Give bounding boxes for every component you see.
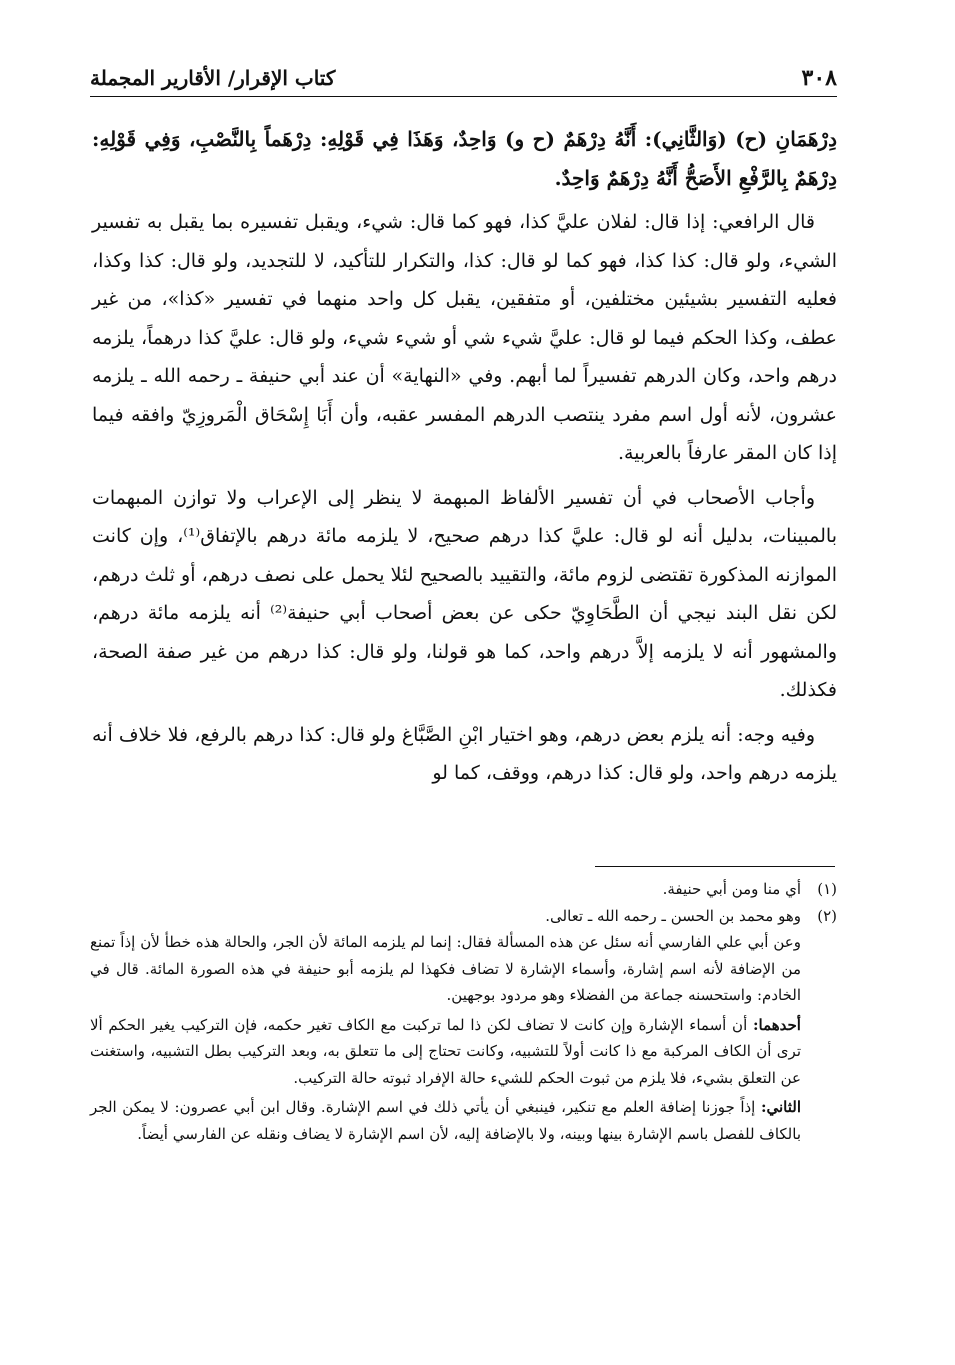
footnote-2-paragraph-2 (90, 1012, 801, 1092)
paragraph-3: وفيه وجه: أنه يلزم بعض درهم، وهو اختيار ابْنِ الصَّبَّاغ ولو قال: كذا درهم بالرفع، فلا خلاف أنه يلزمه درهم واحد، ولو قال: كذا درهم، ووقف، كما لو (92, 723, 837, 784)
footnote-2-text: وهو محمد بن الحسن ـ رحمه الله ـ تعالى. (545, 906, 801, 925)
footnote-2-paragraph-3-text: إذاً جوزنا إضافة العلم مع تنكير، فينبغي أن يأتي ذلك في اسم الإشارة. وقال ابن أبي عصرون: لا يمكن الجر بالكاف للفصل باسم الإشارة بينها وبينه، ولا بالإضافة إليه، لأن اسم الإشارة لا يضاف ونقله عن الفارسي أيضاً. (90, 1098, 801, 1143)
footnote-2-label-second: الثاني: (760, 1098, 801, 1116)
book-title: كتاب الإقرار/ الأقارير المجملة (90, 66, 336, 90)
page-number: ٣٠٨ (801, 65, 837, 91)
matn-quote: دِرْهَمَانِ (ح) (وَالثَّانِي): أَنَّهُ دِرْهَمٌ (ح و) وَاحِدٌ، وَهَذَا فِي قَوْلِهِ: دِرْهَماً بِالنَّصْبِ، وَفِي قَوْلِهِ: دِرْهَمٌ بِالرَّفْعِ الأَصَحُّ أَنَّهُ دِرْهَمٌ وَاحِدٌ. (92, 127, 837, 190)
paragraph-2: وأجاب الأصحاب في أن تفسير الألفاظ المبهمة لا ينظر إلى الإعراب ولا توازن المبهمات بالمبينات، بدليل أنه لو قال: عليَّ كذا درهم صحيح، لا يلزمه مائة درهم بالإتفاق⁽¹⁾، وإن كانت الموازنه المذكورة تقتضى لزوم مائة، والتقييد بالصحيح لئلا يحمل على نصف درهم، أو ثلث درهم، لكن نقل البند نيجي أن الطَّحَاوِيّ حكى عن بعض أصحاب أبي حنيفة⁽²⁾ أنه يلزمه مائة درهم، والمشهور أنه لا يلزمه إلاَّ درهم واحد، كما هو قولنا، ولو قال: كذا درهم من غير صفة الصحة، فكذلك. (92, 486, 837, 701)
footnote-2-number: (٢) (817, 906, 837, 925)
footnote-1-number: (١) (817, 880, 837, 898)
footnotes (90, 876, 837, 1150)
footnote-2-label-first: أحدهما: (752, 1015, 801, 1034)
main-text (92, 120, 837, 799)
footnote-2-paragraph-1: وعن أبي علي الفارسي أنه سئل عن هذه المسألة فقال: إنما لم يلزمه المائة لأن الجر، والحالة هذه خطأ لأن إذاً تمنع من الإضافة لأنه اسم إشارة، وأسماء الإشارة لا تضاف فكهذا لم يلزمه أبو حنيفة في هذه الصورة المائة. قال في الخادم: واستحسنه جماعة من الفضلاء وهو مردود بوجهين. (90, 933, 801, 1004)
footnote-1 (90, 876, 837, 903)
footnote-separator (595, 866, 835, 867)
footnote-2-paragraph-2-text: أن أسماء الإشارة وإن كانت لا تضاف لكن ذا لما تركبت مع الكاف تغير حكمه، فإن التركيب يغير الحكم ألا ترى أن الكاف المركبة مع ذا كانت أولاً للتشبيه، وكانت تحتاج إلى ما تتعلق به، وبعد التركيب بطل التشبيه، واستغنت عن التعلق بشيء، فلا يلزم من ثبوت الحكم للشيء حالة الإفراد ثبوته حالة التركيب. (90, 1015, 801, 1087)
footnote-2-paragraph-3 (90, 1094, 801, 1147)
footnote-1-text: أي منا ومن أبي حنيفة. (662, 880, 801, 898)
footnote-2 (90, 903, 837, 930)
paragraph-1: قال الرافعي: إذا قال: لفلان عليَّ كذا، فهو كما قال: شيء، ويقبل تفسيره بما يقبل به تفسير الشيء، ولو قال: كذا كذا، فهو كما لو قال: كذا، والتكرار للتأكيد، لا للتجديد، ولو قال: كذا وكذا، فعليه التفسير بشيئين مختلفين، أو متفقين، يقبل كل واحد منهما في تفسير «كذا»، من غير عطف، وكذا الحكم فيما لو قال: عليَّ شيء شي أو شيء شيء، ولو قال: عليَّ كذا درهماً، يلزمه درهم واحد، وكان الدرهم تفسيراً لما أبهم. وفي «النهاية» أن عند أبي حنيفة ـ رحمه الله ـ يلزمه عشرون، لأنه أول اسم مفرد ينتصب الدرهم المفسر عقبه، وأن أَبَا إِسْحَاق الْمَروزِيّ وافقه فيما إذا كان المقر عارفاً بالعربية. (92, 211, 837, 464)
running-header (90, 60, 837, 97)
